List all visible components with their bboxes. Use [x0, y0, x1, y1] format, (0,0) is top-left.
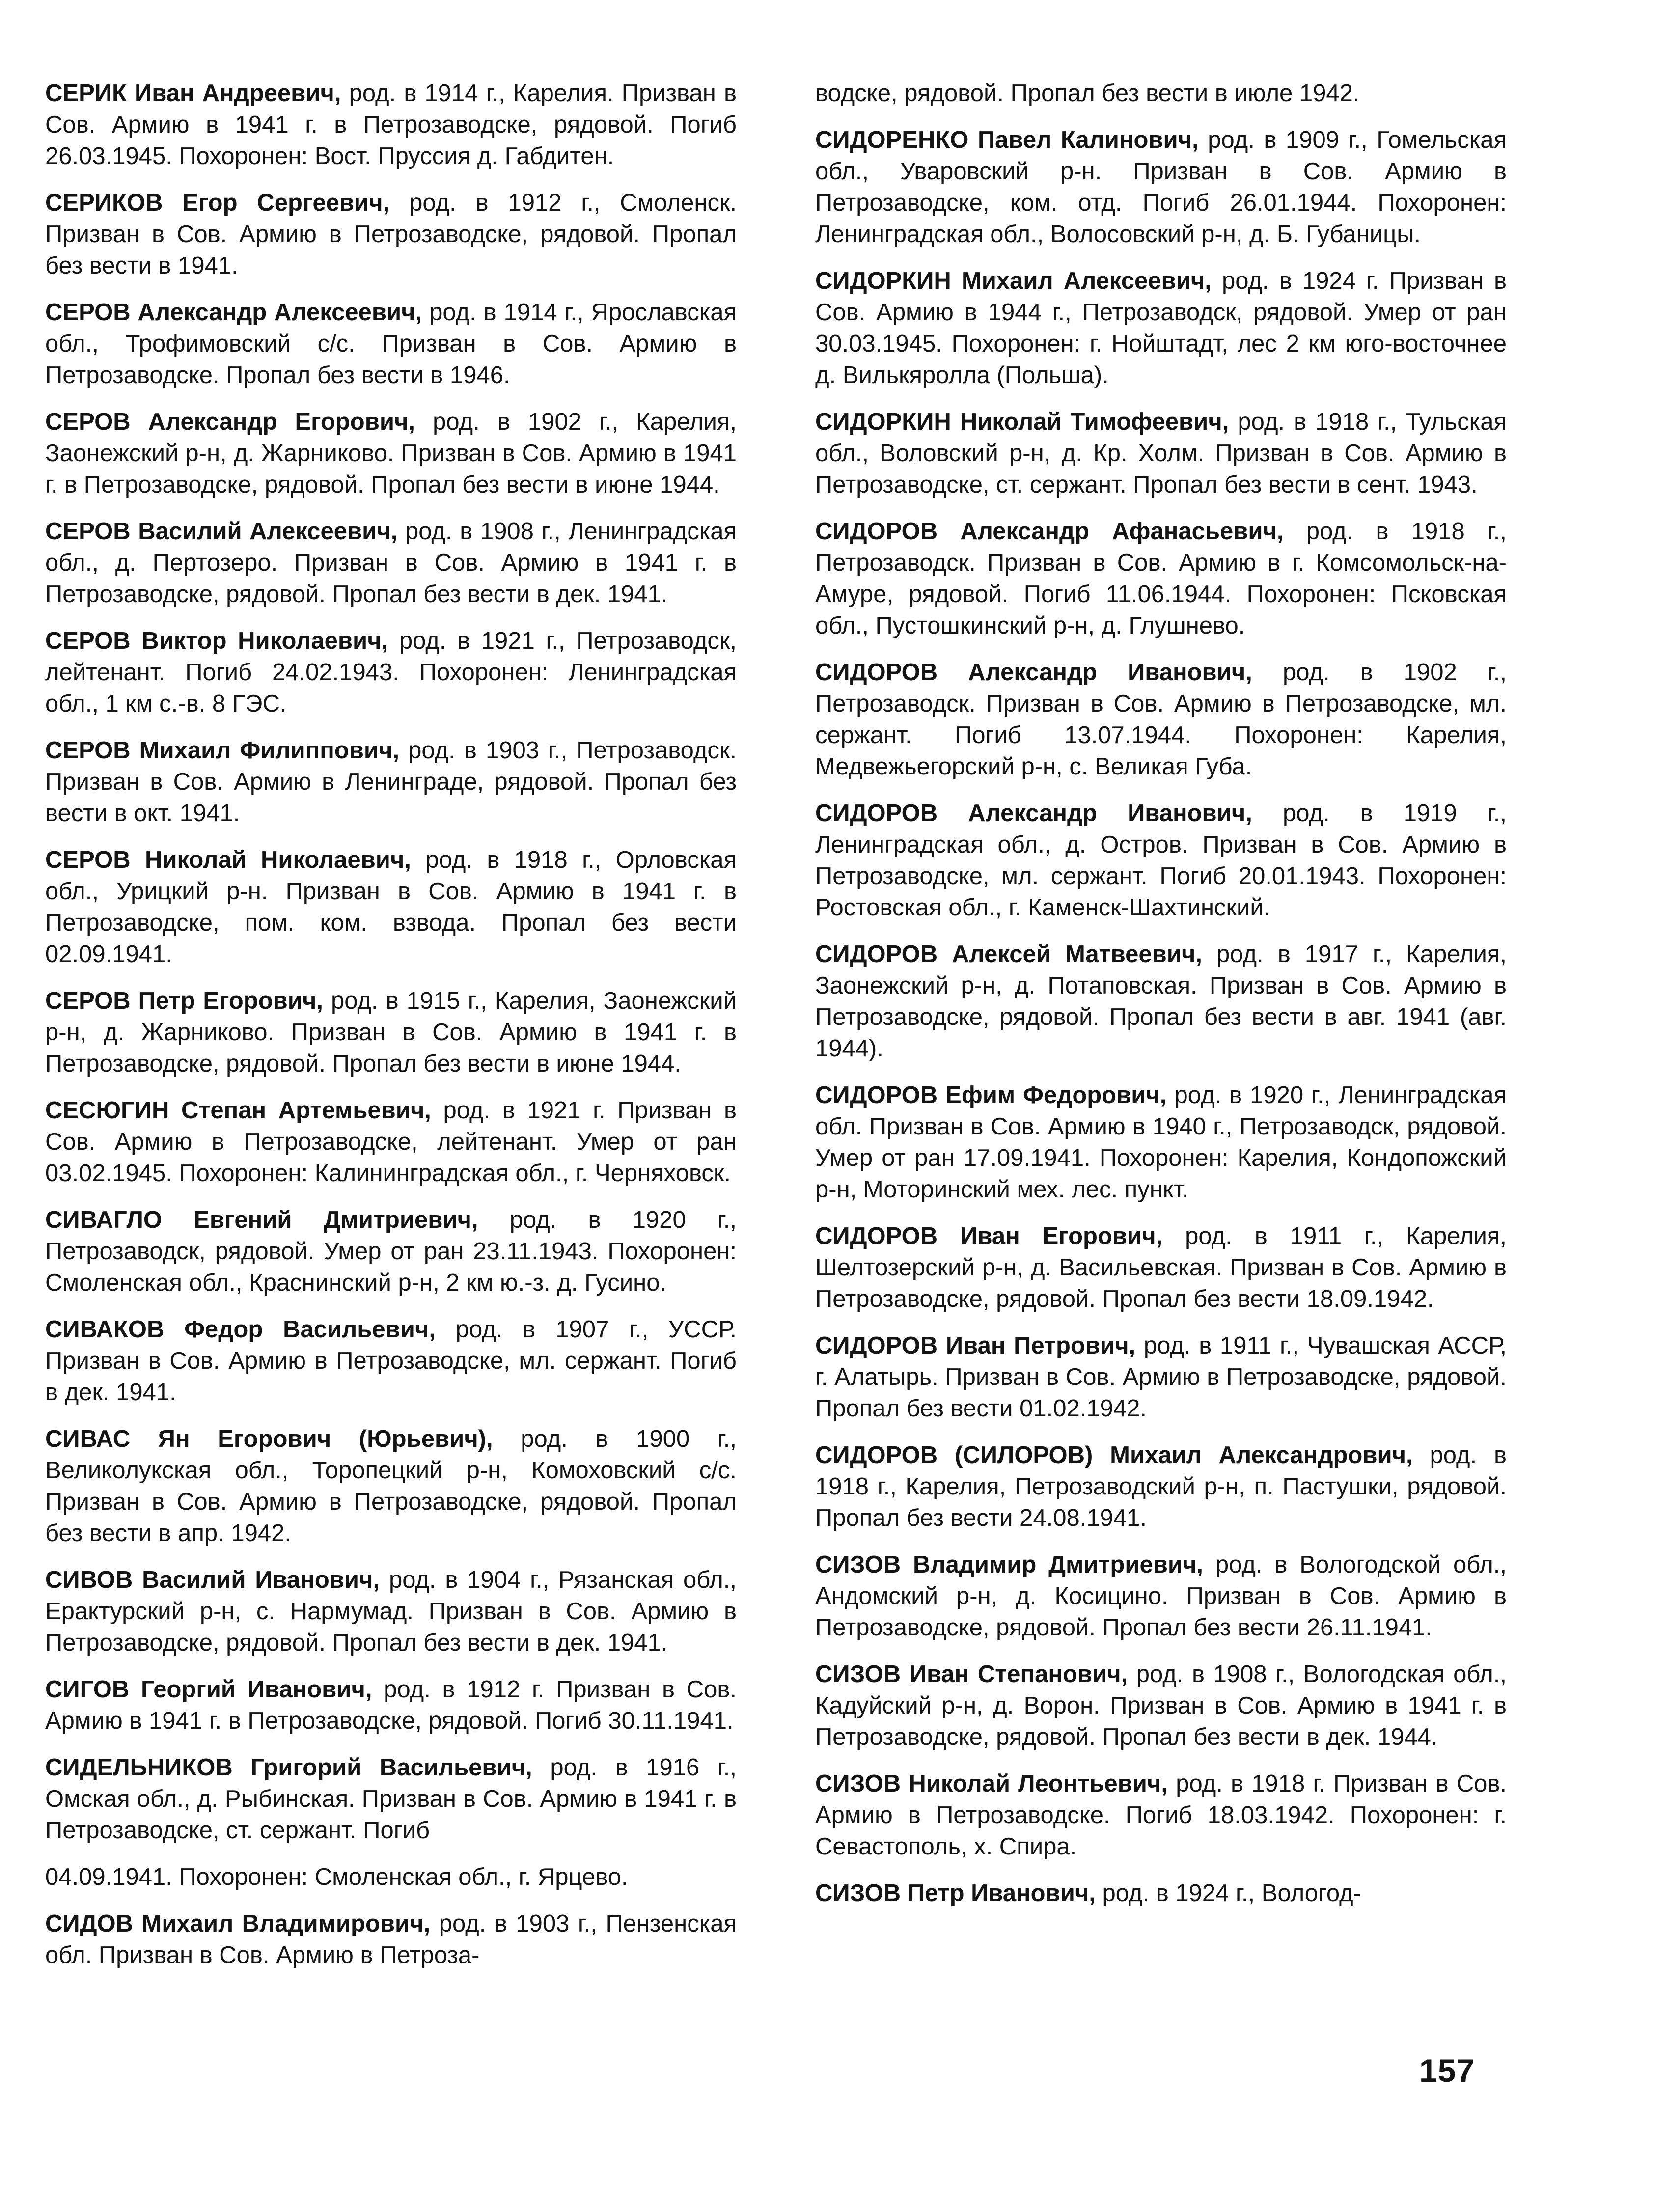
entry-name: СИДОРОВ Александр Иванович,: [815, 659, 1252, 686]
register-entry: [45, 1861, 737, 1893]
entry-text: род. в 1914 г., Ярославская обл., Трофимовский с/с. Призван в Сов. Армию в Петрозаводске. Пропал без вести в 1946.: [45, 299, 737, 388]
entry-name: СИДОРКИН Николай Тимофеевич,: [815, 409, 1229, 435]
entry-text: род. в 1918 г., Орловская обл., Урицкий р-н. Призван в Сов. Армию в 1941 г. в Петрозаводске, пом. ком. взвода. Пропал без вести 02.09.1941.: [45, 847, 737, 968]
entry-name: СИГОВ Георгий Иванович,: [45, 1676, 372, 1703]
entry-name: СИВАГЛО Евгений Дмитриевич,: [45, 1207, 478, 1233]
register-entry: [45, 187, 737, 281]
entry-text: род. в 1918 г., Карелия, Петрозаводский р-н, п. Пастушки, рядовой. Пропал без вести 24.08.1941.: [815, 1442, 1507, 1531]
register-entry: [815, 657, 1507, 782]
entry-text: род. в 1919 г., Ленинградская обл., д. Остров. Призван в Сов. Армию в Петрозаводске, мл. сержант. Погиб 20.01.1943. Похоронен: Ростовская обл., г. Каменск-Шахтинский.: [815, 800, 1507, 921]
register-entry: [45, 1423, 737, 1549]
entry-text: род. в 1918 г. Призван в Сов. Армию в Петрозаводске. Погиб 18.03.1942. Похоронен: г. Севастополь, х. Спира.: [815, 1770, 1507, 1860]
register-entry: [45, 297, 737, 391]
entry-text: род. в 1912 г. Призван в Сов. Армию в 1941 г. в Петрозаводске, рядовой. Погиб 30.11.1941.: [45, 1676, 737, 1734]
register-entry: [45, 985, 737, 1079]
entry-name: СЕРОВ Александр Егорович,: [45, 409, 415, 435]
register-entry: [815, 1768, 1507, 1862]
entry-name: СЕРОВ Михаил Филиппович,: [45, 737, 400, 764]
entry-text: род. в 1924 г., Вологод-: [1095, 1880, 1361, 1907]
entry-text: род. в 1904 г., Рязанская обл., Ерактурский р-н, с. Нармумад. Призван в Сов. Армию в Петрозаводске, рядовой. Пропал без вести в дек. 1941.: [45, 1567, 737, 1656]
entry-name: СИЗОВ Петр Иванович,: [815, 1880, 1096, 1907]
entry-text: род. в 1903 г., Пензенская обл. Призван в Сов. Армию в Петроза-: [45, 1910, 737, 1968]
entry-text: род. в 1916 г., Омская обл., д. Рыбинская. Призван в Сов. Армию в 1941 г. в Петрозаводске, ст. сержант. Погиб: [45, 1754, 737, 1844]
entry-name: СИДОРЕНКО Павел Калинович,: [815, 127, 1199, 153]
entry-name: СЕРИК Иван Андреевич,: [45, 80, 341, 107]
entry-name: СИДОРОВ Алексей Матвеевич,: [815, 941, 1202, 968]
entry-name: СЕРОВ Василий Алексеевич,: [45, 518, 398, 545]
entry-text: род. в 1915 г., Карелия, Заонежский р-н, д. Жарниково. Призван в Сов. Армию в 1941 г. в Петрозаводске, рядовой. Пропал без вести в июне 1944.: [45, 988, 737, 1077]
entry-text: род. в 1908 г., Вологодская обл., Кадуйский р-н, д. Ворон. Призван в Сов. Армию в 1941 г. в Петрозаводске, рядовой. Пропал без вести в дек. 1944.: [815, 1661, 1507, 1750]
register-entry: [815, 1330, 1507, 1424]
entry-name: СЕРИКОВ Егор Сергеевич,: [45, 190, 390, 216]
entry-text: род. в Вологодской обл., Андомский р-н, д. Косицино. Призван в Сов. Армию в Петрозаводске, рядовой. Пропал без вести 26.11.1941.: [815, 1551, 1507, 1641]
register-entry: [815, 1549, 1507, 1643]
entry-text: род. в 1918 г., Петрозаводск. Призван в Сов. Армию в г. Комсомольск-на-Амуре, рядовой. Погиб 11.06.1944. Похоронен: Псковская обл., Пустошкинский р-н, д. Глушнево.: [815, 518, 1507, 639]
register-entry: [815, 124, 1507, 250]
entry-text: 04.09.1941. Похоронен: Смоленская обл., г. Ярцево.: [45, 1864, 628, 1890]
entry-text: род. в 1911 г., Чувашская АССР, г. Алатырь. Призван в Сов. Армию в Петрозаводске, рядовой. Пропал без вести 01.02.1942.: [815, 1332, 1507, 1422]
register-entry: [815, 516, 1507, 641]
register-entry: [815, 78, 1507, 109]
entry-text: род. в 1920 г., Ленинградская обл. Призван в Сов. Армию в 1940 г., Петрозаводск, рядовой. Умер от ран 17.09.1941. Похоронен: Карелия, Кондопожский р-н, Моторинский мех. лес. пункт.: [815, 1082, 1507, 1203]
register-entry: [45, 1095, 737, 1189]
entry-name: СИВОВ Василий Иванович,: [45, 1567, 380, 1593]
entry-name: СИЗОВ Владимир Дмитриевич,: [815, 1551, 1204, 1578]
entry-text: род. в 1902 г., Карелия, Заонежский р-н, д. Жарниково. Призван в Сов. Армию в 1941 г. в Петрозаводске, рядовой. Пропал без вести в июне 1944.: [45, 409, 737, 498]
entry-name: СИЗОВ Николай Леонтьевич,: [815, 1770, 1168, 1797]
register-entry: [815, 265, 1507, 391]
entry-text: род. в 1920 г., Петрозаводск, рядовой. Умер от ран 23.11.1943. Похоронен: Смоленская обл., Краснинский р-н, 2 км ю.-з. д. Гусино.: [45, 1207, 737, 1296]
entry-text: водске, рядовой. Пропал без вести в июле 1942.: [815, 80, 1360, 107]
register-entry: [45, 406, 737, 500]
register-entry: [45, 625, 737, 719]
entry-text: род. в 1917 г., Карелия, Заонежский р-н, д. Потаповская. Призван в Сов. Армию в Петрозаводске, рядовой. Пропал без вести в авг. 1941 (авг. 1944).: [815, 941, 1507, 1062]
entry-text: род. в 1924 г. Призван в Сов. Армию в 1944 г., Петрозаводск, рядовой. Умер от ран 30.03.1945. Похоронен: г. Нойштадт, лес 2 км юго-восточнее д. Вилькяролла (Польша).: [815, 268, 1507, 388]
entry-name: СИДОРОВ Александр Иванович,: [815, 800, 1252, 827]
register-entry: [815, 1079, 1507, 1205]
right-column: [815, 78, 1507, 1924]
entry-text: род. в 1908 г., Ленинградская обл., д. Пертозеро. Призван в Сов. Армию в 1941 г. в Петрозаводске, рядовой. Пропал без вести в дек. 1941.: [45, 518, 737, 608]
register-entry: [45, 78, 737, 172]
register-entry: [815, 939, 1507, 1064]
register-entry: [815, 406, 1507, 500]
register-entry: [45, 735, 737, 829]
entry-text: род. в 1900 г., Великолукская обл., Торопецкий р-н, Комоховский с/с. Призван в Сов. Армию в Петрозаводске, рядовой. Пропал без вести в апр. 1942.: [45, 1426, 737, 1547]
entry-name: СИДОРОВ Иван Егорович,: [815, 1223, 1163, 1249]
entry-text: род. в 1921 г., Петрозаводск, лейтенант. Погиб 24.02.1943. Похоронен: Ленинградская обл., 1 км с.-в. 8 ГЭС.: [45, 628, 737, 717]
entry-text: род. в 1902 г., Петрозаводск. Призван в Сов. Армию в Петрозаводске, мл. сержант. Погиб 13.07.1944. Похоронен: Карелия, Медвежьегорский р-н, с. Великая Губа.: [815, 659, 1507, 780]
entry-name: СИДОРОВ Иван Петрович,: [815, 1332, 1136, 1359]
entry-text: род. в 1921 г. Призван в Сов. Армию в Петрозаводске, лейтенант. Умер от ран 03.02.1945. Похоронен: Калининградская обл., г. Черняховск.: [45, 1097, 737, 1187]
entry-name: СИЗОВ Иван Степанович,: [815, 1661, 1128, 1687]
entry-name: СЕРОВ Николай Николаевич,: [45, 847, 411, 873]
entry-name: СИДОРКИН Михаил Алексеевич,: [815, 268, 1212, 294]
entry-name: СИДОВ Михаил Владимирович,: [45, 1910, 431, 1937]
register-entry: [815, 1659, 1507, 1753]
entry-name: СИДОРОВ (СИЛОРОВ) Михаил Александрович,: [815, 1442, 1413, 1468]
entry-name: СЕСЮГИН Степан Артемьевич,: [45, 1097, 431, 1124]
register-entry: [45, 1752, 737, 1846]
register-entry: [815, 1439, 1507, 1534]
register-entry: [815, 1220, 1507, 1315]
left-column: [45, 78, 737, 1986]
register-entry: [45, 1204, 737, 1299]
entry-name: СЕРОВ Петр Егорович,: [45, 988, 323, 1014]
register-entry: [815, 798, 1507, 923]
register-entry: [45, 1674, 737, 1737]
entry-text: род. в 1914 г., Карелия. Призван в Сов. Армию в 1941 г. в Петрозаводске, рядовой. Погиб 26.03.1945. Похоронен: Вост. Пруссия д. Габдитен.: [45, 80, 737, 169]
entry-name: СЕРОВ Виктор Николаевич,: [45, 628, 388, 654]
entry-name: СИДОРОВ Александр Афанасьевич,: [815, 518, 1284, 545]
entry-name: СИДЕЛЬНИКОВ Григорий Васильевич,: [45, 1754, 532, 1781]
entry-name: СИВАКОВ Федор Васильевич,: [45, 1316, 436, 1343]
entry-text: род. в 1907 г., УССР. Призван в Сов. Армию в Петрозаводске, мл. сержант. Погиб в дек. 1941.: [45, 1316, 737, 1406]
register-entry: [45, 1564, 737, 1659]
entry-text: род. в 1909 г., Гомельская обл., Уваровский р-н. Призван в Сов. Армию в Петрозаводске, ком. отд. Погиб 26.01.1944. Похоронен: Ленинградская обл., Волосовский р-н, д. Б. Губаницы.: [815, 127, 1507, 248]
entry-name: СЕРОВ Александр Алексеевич,: [45, 299, 422, 326]
register-entry: [45, 516, 737, 610]
entry-name: СИДОРОВ Ефим Федорович,: [815, 1082, 1167, 1108]
register-entry: [45, 1908, 737, 1971]
entry-text: род. в 1912 г., Смоленск. Призван в Сов. Армию в Петрозаводске, рядовой. Пропал без вести в 1941.: [45, 190, 737, 279]
entry-text: род. в 1903 г., Петрозаводск. Призван в Сов. Армию в Ленинграде, рядовой. Пропал без вести в окт. 1941.: [45, 737, 737, 827]
entry-text: род. в 1911 г., Карелия, Шелтозерский р-н, д. Васильевская. Призван в Сов. Армию в Петрозаводске, рядовой. Пропал без вести 18.09.1942.: [815, 1223, 1507, 1312]
entry-name: СИВАС Ян Егорович (Юрьевич),: [45, 1426, 493, 1452]
page-number: 157: [1419, 2052, 1475, 2089]
register-entry: [45, 844, 737, 970]
entry-text: род. в 1918 г., Тульская обл., Воловский р-н, д. Кр. Холм. Призван в Сов. Армию в Петрозаводске, ст. сержант. Пропал без вести в сент. 1943.: [815, 409, 1507, 498]
register-entry: [45, 1314, 737, 1408]
register-entry: [815, 1878, 1507, 1909]
